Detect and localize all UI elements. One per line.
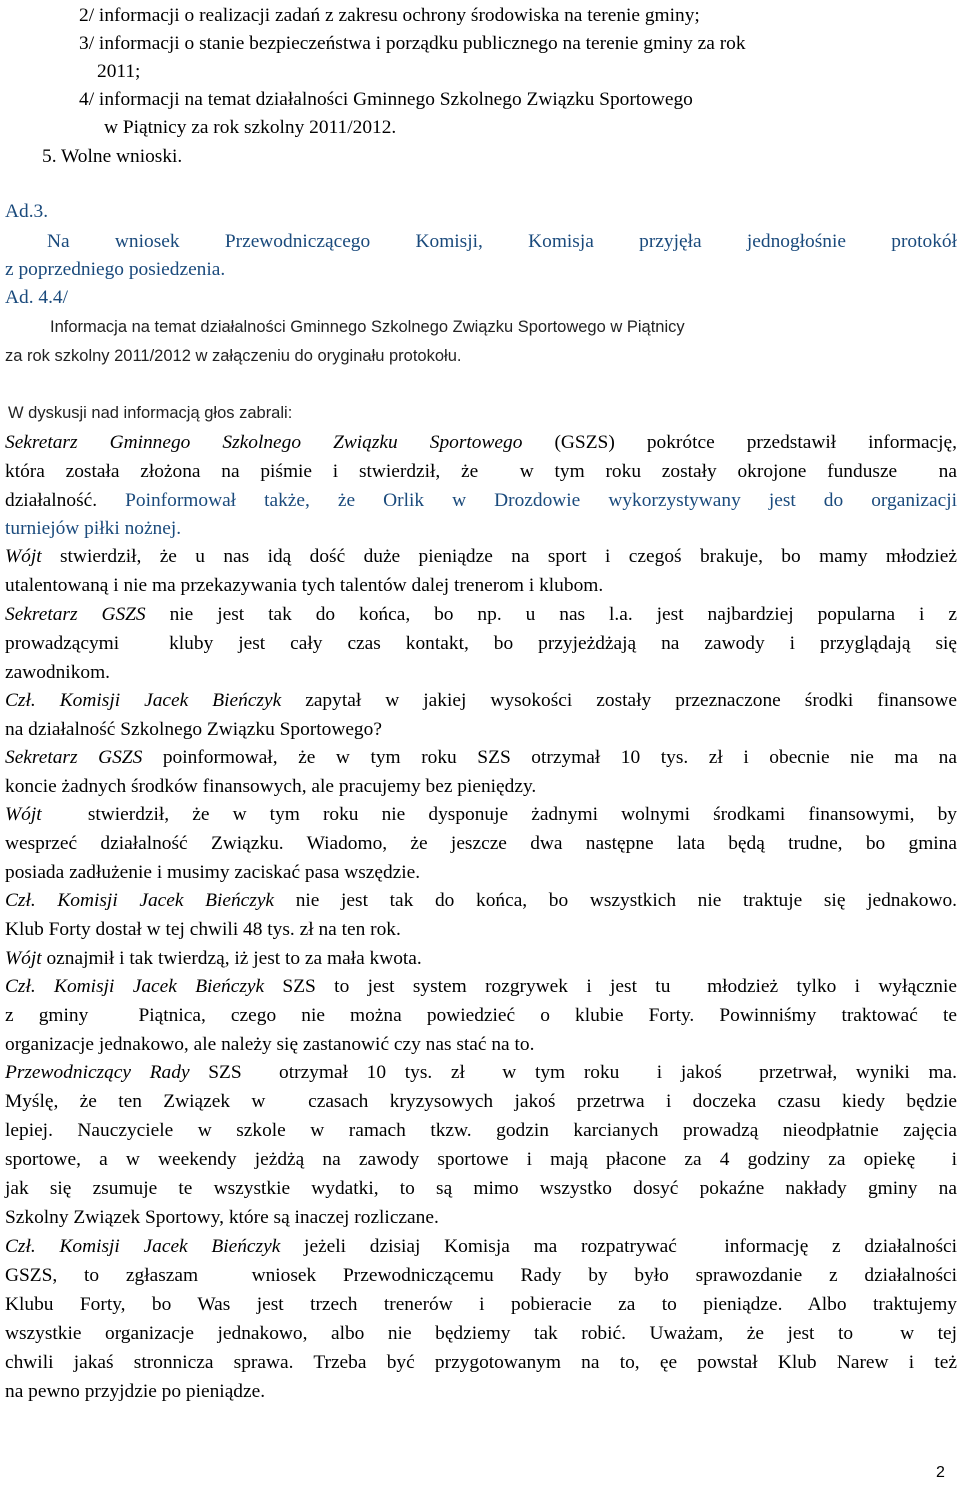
discussion-p2-line-2: utalentowaną i nie ma przekazywania tych talentów dalej trenerom i klubom. <box>5 575 604 596</box>
discussion-p10-line-3: lepiej. Nauczyciele w szkole w ramach tkzw. godzin karcianych prowadzą nieodpłatnie zajęcia <box>5 1120 957 1141</box>
speaker-name: Czł. Komisji Jacek Bieńczyk <box>5 890 275 911</box>
discussion-p11-line-6: na pewno przyjdzie po pieniądze. <box>5 1381 266 1402</box>
ad4-text-line-2: za rok szkolny 2011/2012 w załączeniu do oryginału protokołu. <box>5 347 462 365</box>
discussion-p11-line-5: chwili jakaś stronnicza sprawa. Trzeba być przygotowanym na to, ęe powstał Klub Narew i też <box>5 1352 957 1373</box>
speaker-name: Wójt <box>5 804 42 825</box>
ad4-text-line-1: Informacja na temat działalności Gminnego Szkolnego Związku Sportowego w Piątnicy <box>50 318 685 336</box>
paragraph-text: (GSZS) pokrótce przedstawił informację, <box>522 432 957 453</box>
paragraph-text: SZS to jest system rozgrywek i jest tu młodzież tylko i wyłącznie <box>264 976 957 997</box>
speaker-name: Wójt <box>5 948 42 969</box>
discussion-p1-line-3 <box>5 486 957 515</box>
discussion-p10-line-4: sportowe, a w weekendy jeżdżą na zawody sportowe i mają płacone za 4 godziny za opiekę i <box>5 1149 957 1170</box>
agenda-item-3-line-2: 2011; <box>97 61 141 82</box>
discussion-p9-line-1 <box>5 972 957 1001</box>
discussion-intro: W dyskusji nad informacją głos zabrali: <box>8 404 293 422</box>
discussion-p6-line-2: wesprzeć działalność Związku. Wiadomo, że jeszcze dwa następne lata będą trudne, bo gmina <box>5 833 957 854</box>
discussion-p6-line-1 <box>5 800 957 829</box>
agenda-item-3-line-1: 3/ informacji o stanie bezpieczeństwa i porządku publicznego na terenie gminy za rok <box>79 33 746 54</box>
discussion-p10-line-6: Szkolny Związek Sportowy, które są inaczej rozliczane. <box>5 1207 439 1228</box>
speaker-name: Czł. Komisji Jacek Bieńczyk <box>5 1236 281 1257</box>
ad3-text-line-2: z poprzedniego posiedzenia. <box>5 259 226 280</box>
paragraph-text: zapytał w jakiej wysokości zostały przeznaczone środki finansowe <box>281 690 957 711</box>
discussion-p10-line-1 <box>5 1058 957 1087</box>
paragraph-text: jeżeli dzisiaj Komisja ma rozpatrywać informację z działalności <box>280 1236 958 1257</box>
agenda-item-4-line-2: w Piątnicy za rok szkolny 2011/2012. <box>104 117 397 138</box>
discussion-p7-line-2: Klub Forty dostał w tej chwili 48 tys. zł na ten rok. <box>5 919 401 940</box>
speaker-name: Wójt <box>5 546 42 567</box>
discussion-p9-line-2: z gminy Piątnica, czego nie można powiedzieć o klubie Forty. Powinniśmy traktować te <box>5 1005 957 1026</box>
discussion-p10-line-5: jak się zsumuje te wszystkie wydatki, to są mimo wszystko dosyć pokaźne nakłady gminy na <box>5 1178 957 1199</box>
paragraph-text: SZS otrzymał 10 tys. zł w tym roku i jakoś przetrwał, wyniki ma. <box>189 1062 957 1083</box>
discussion-p8-line-1 <box>5 944 422 973</box>
agenda-item-5: 5. Wolne wnioski. <box>42 146 183 167</box>
discussion-p4-line-2: na działalność Szkolnego Związku Sportowego? <box>5 719 382 740</box>
discussion-p1-line-4: turniejów piłki nożnej. <box>5 518 182 539</box>
page-number: 2 <box>936 1464 945 1481</box>
paragraph-text: nie jest tak do końca, bo wszystkich nie traktuje się jednakowo. <box>274 890 958 911</box>
discussion-p5-line-2: koncie żadnych środków finansowych, ale pracujemy bez pieniędzy. <box>5 776 537 797</box>
discussion-p5-line-1 <box>5 743 957 772</box>
agenda-item-2: 2/ informacji o realizacji zadań z zakresu ochrony środowiska na terenie gminy; <box>79 5 700 26</box>
discussion-p3-line-3: zawodnikom. <box>5 662 111 683</box>
paragraph-text: stwierdził, że u nas idą dość duże pieniądze na sport i czegoś brakuje, bo mamy młodzież <box>41 546 957 567</box>
discussion-p11-line-3: Klubu Forty, bo Was jest trzech trenerów i pobieracie za to pieniądze. Albo traktujemy <box>5 1294 957 1315</box>
discussion-p9-line-3: organizacje jednakowo, ale należy się zastanowić czy nas stać na to. <box>5 1034 535 1055</box>
ad3-heading: Ad.3. <box>5 201 49 222</box>
ad4-heading: Ad. 4.4/ <box>5 287 69 308</box>
paragraph-text: stwierdził, że w tym roku nie dysponuje żadnymi wolnymi środkami finansowymi, by <box>41 804 957 825</box>
discussion-p11-line-2: GSZS, to zgłaszam wniosek Przewodniczącemu Rady by było sprawozdanie z działalności <box>5 1265 957 1286</box>
speaker-name: Czł. Komisji Jacek Bieńczyk <box>5 976 265 997</box>
discussion-p11-line-1 <box>5 1232 957 1261</box>
agenda-item-4-line-1: 4/ informacji na temat działalności Gminnego Szkolnego Związku Sportowego <box>79 89 693 110</box>
speaker-name: Przewodniczący Rady <box>5 1062 190 1083</box>
discussion-p3-line-2: prowadzącymi kluby jest cały czas kontakt, bo przyjeżdżają na zawody i przyglądają się <box>5 633 957 654</box>
discussion-p7-line-1 <box>5 886 957 915</box>
paragraph-text: Poinformował także, że Orlik w Drozdowie wykorzystywany jest do organizacji <box>97 490 957 511</box>
discussion-p1-line-2: która została złożona na piśmie i stwierdził, że w tym roku zostały okrojone fundusze na <box>5 461 957 482</box>
discussion-p4-line-1 <box>5 686 957 715</box>
paragraph-text: nie jest tak do końca, bo np. u nas l.a. jest najbardziej popularna i z <box>145 604 957 625</box>
paragraph-text: poinformował, że w tym roku SZS otrzymał 10 tys. zł i obecnie nie ma na <box>142 747 957 768</box>
discussion-p11-line-4: wszystkie organizacje jednakowo, albo nie będziemy tak robić. Uważam, że jest to w tej <box>5 1323 957 1344</box>
speaker-name: Sekretarz GSZS <box>5 604 146 625</box>
discussion-p1-line-1 <box>5 428 957 457</box>
discussion-p3-line-1 <box>5 600 957 629</box>
discussion-p2-line-1 <box>5 542 957 571</box>
discussion-p6-line-3: posiada zadłużenie i musimy zaciskać pasa wszędzie. <box>5 862 421 883</box>
paragraph-text: oznajmił i tak twierdzą, iż jest to za mała kwota. <box>41 948 422 969</box>
discussion-p10-line-2: Myślę, że ten Związek w czasach kryzysowych jakoś przetrwa i doczeka czasu kiedy będzie <box>5 1091 957 1112</box>
ad3-text-line-1: Na wniosek Przewodniczącego Komisji, Komisja przyjęła jednogłośnie protokół <box>47 231 957 252</box>
speaker-name: Czł. Komisji Jacek Bieńczyk <box>5 690 282 711</box>
speaker-name: Sekretarz GSZS <box>5 747 143 768</box>
paragraph-text: działalność. <box>5 490 98 511</box>
speaker-name: Sekretarz Gminnego Szkolnego Związku Sportowego <box>5 432 523 453</box>
